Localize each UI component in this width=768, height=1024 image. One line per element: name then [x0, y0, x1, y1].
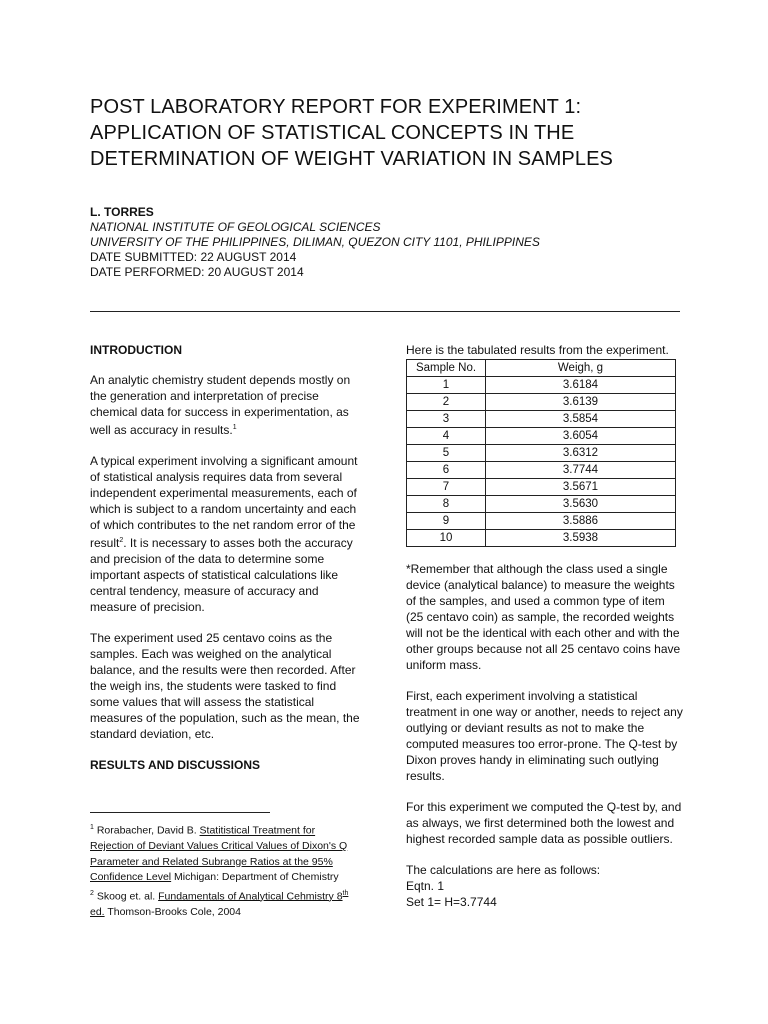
date-submitted: DATE SUBMITTED: 22 AUGUST 2014 — [90, 250, 297, 264]
table-row — [407, 479, 676, 496]
table-row — [407, 411, 676, 428]
footnote-2 — [90, 886, 352, 921]
footnote-2-title-b: ed. — [90, 905, 105, 918]
intro-paragraph-1-text: An analytic chemistry student depends mostly on the generation and interpretation of precise chemical data for success in experimentation, as well as accuracy in results. — [90, 373, 351, 437]
table-cell-sample: 2 — [407, 394, 486, 411]
footnote-1-author: Rorabacher, David B. — [96, 824, 200, 837]
table-cell-sample: 3 — [407, 411, 486, 428]
footnote-1-number: 1 — [90, 824, 94, 831]
author-block — [90, 205, 690, 280]
affiliation-institute: NATIONAL INSTITUTE OF GEOLOGICAL SCIENCES — [90, 220, 381, 234]
table-row — [407, 394, 676, 411]
table-cell-weight: 3.7744 — [486, 462, 676, 479]
intro-paragraph-2-text-a: A typical experiment involving a significant amount of statistical analysis requires data from several independent experimental measurements, each of which is subject to a random uncertainty and each of which contributes to the net random error of the result — [90, 454, 358, 550]
footnote-2-rest: Thomson-Brooks Cole, 2004 — [104, 905, 241, 918]
table-header-row — [407, 360, 676, 377]
table-row — [407, 462, 676, 479]
table-cell-weight: 3.6054 — [486, 428, 676, 445]
outlier-paragraph: First, each experiment involving a statistical treatment in one way or another, needs to reject any outlying or deviant results as not to make the computed measures too error-prone. The Q-test by Dixon proves handy in eliminating such outlying results. — [406, 689, 683, 783]
table-row — [407, 428, 676, 445]
remember-paragraph: *Remember that although the class used a single device (analytical balance) to measure the weights of the samples, and used a common type of item (25 centavo coin) as sample, the recorded weights will not be the identical with each other and with the other groups because not all 25 centavo coins have uniform mass. — [406, 562, 681, 672]
weights-table — [406, 359, 676, 547]
footnote-1-rest: Michigan: Department of Chemistry — [171, 871, 339, 883]
footnote-2-author: Skoog et. al. — [96, 890, 159, 902]
introduction-heading: INTRODUCTION — [90, 343, 182, 357]
author-name: L. TORRES — [90, 205, 154, 219]
qtest-paragraph: For this experiment we computed the Q-test by, and as always, we first determined both the lowest and highest recorded sample data as possible outliers. — [406, 800, 682, 846]
table-caption: Here is the tabulated results from the experiment. — [406, 343, 669, 357]
results-heading: RESULTS AND DISCUSSIONS — [90, 758, 261, 772]
table-cell-weight: 3.5938 — [486, 530, 676, 547]
intro-paragraph-1 — [90, 372, 362, 438]
table-row — [407, 530, 676, 547]
footnote-ref-1: 1 — [232, 424, 237, 431]
table-cell-weight: 3.5854 — [486, 411, 676, 428]
table-cell-weight: 3.6312 — [486, 445, 676, 462]
table-cell-weight: 3.6139 — [486, 394, 676, 411]
table-cell-weight: 3.5671 — [486, 479, 676, 496]
table-header-weight: Weigh, g — [486, 360, 676, 377]
footnotes — [90, 820, 352, 920]
table-row — [407, 445, 676, 462]
set-value: Set 1= H=3.7744 — [406, 895, 497, 909]
table-cell-sample: 10 — [407, 530, 486, 547]
footnote-2-title-a: Fundamentals of Analytical Cehmistry 8 — [158, 890, 343, 902]
intro-paragraph-2-text-b: . It is necessary to asses both the accuracy and precision of the data to determine some important aspects of statistical calculations like central tendency, measure of accuracy and measure of precision. — [90, 536, 353, 614]
calc-intro: The calculations are here as follows: — [406, 863, 601, 877]
table-header-sample: Sample No. — [407, 360, 486, 377]
table-cell-weight: 3.6184 — [486, 377, 676, 394]
footnote-ref-2: 2 — [119, 537, 124, 544]
table-cell-sample: 5 — [407, 445, 486, 462]
table-cell-sample: 7 — [407, 479, 486, 496]
footnote-1-title: Statitistical Treatment for Rejection of Deviant Values Critical Values of Dixon's Q Parameter and Related Subrange Ratios at the 95% Confidence Level — [90, 824, 348, 883]
equation-label: Eqtn. 1 — [406, 879, 445, 893]
footnote-divider — [90, 812, 270, 813]
footnote-2-title-sup: th — [342, 889, 349, 897]
left-column — [90, 342, 362, 787]
header-divider — [90, 311, 680, 312]
footnote-1 — [90, 820, 352, 886]
date-performed: DATE PERFORMED: 20 AUGUST 2014 — [90, 265, 304, 279]
intro-paragraph-2 — [90, 453, 362, 615]
table-row — [407, 496, 676, 513]
footnote-2-number: 2 — [90, 889, 94, 897]
table-cell-sample: 8 — [407, 496, 486, 513]
table-cell-sample: 6 — [407, 462, 486, 479]
table-cell-sample: 4 — [407, 428, 486, 445]
intro-paragraph-3: The experiment used 25 centavo coins as the samples. Each was weighed on the analytical balance, and the results were then recorded. After the weigh ins, the students were tasked to find some values that will assess the statistical measures of the population, such as the mean, the standard deviation, etc. — [90, 631, 360, 741]
table-row — [407, 513, 676, 530]
table-cell-weight: 3.5630 — [486, 496, 676, 513]
right-column — [406, 342, 684, 910]
table-cell-sample: 1 — [407, 377, 486, 394]
affiliation-university: UNIVERSITY OF THE PHILIPPINES, DILIMAN, QUEZON CITY 1101, PHILIPPINES — [90, 235, 540, 249]
paper-title: POST LABORATORY REPORT FOR EXPERIMENT 1: APPLICATION OF STATISTICAL CONCEPTS IN THE DETERMINATION OF WEIGHT VARIATION IN SAMPLES — [90, 96, 613, 170]
table-row — [407, 377, 676, 394]
table-cell-sample: 9 — [407, 513, 486, 530]
table-cell-weight: 3.5886 — [486, 513, 676, 530]
